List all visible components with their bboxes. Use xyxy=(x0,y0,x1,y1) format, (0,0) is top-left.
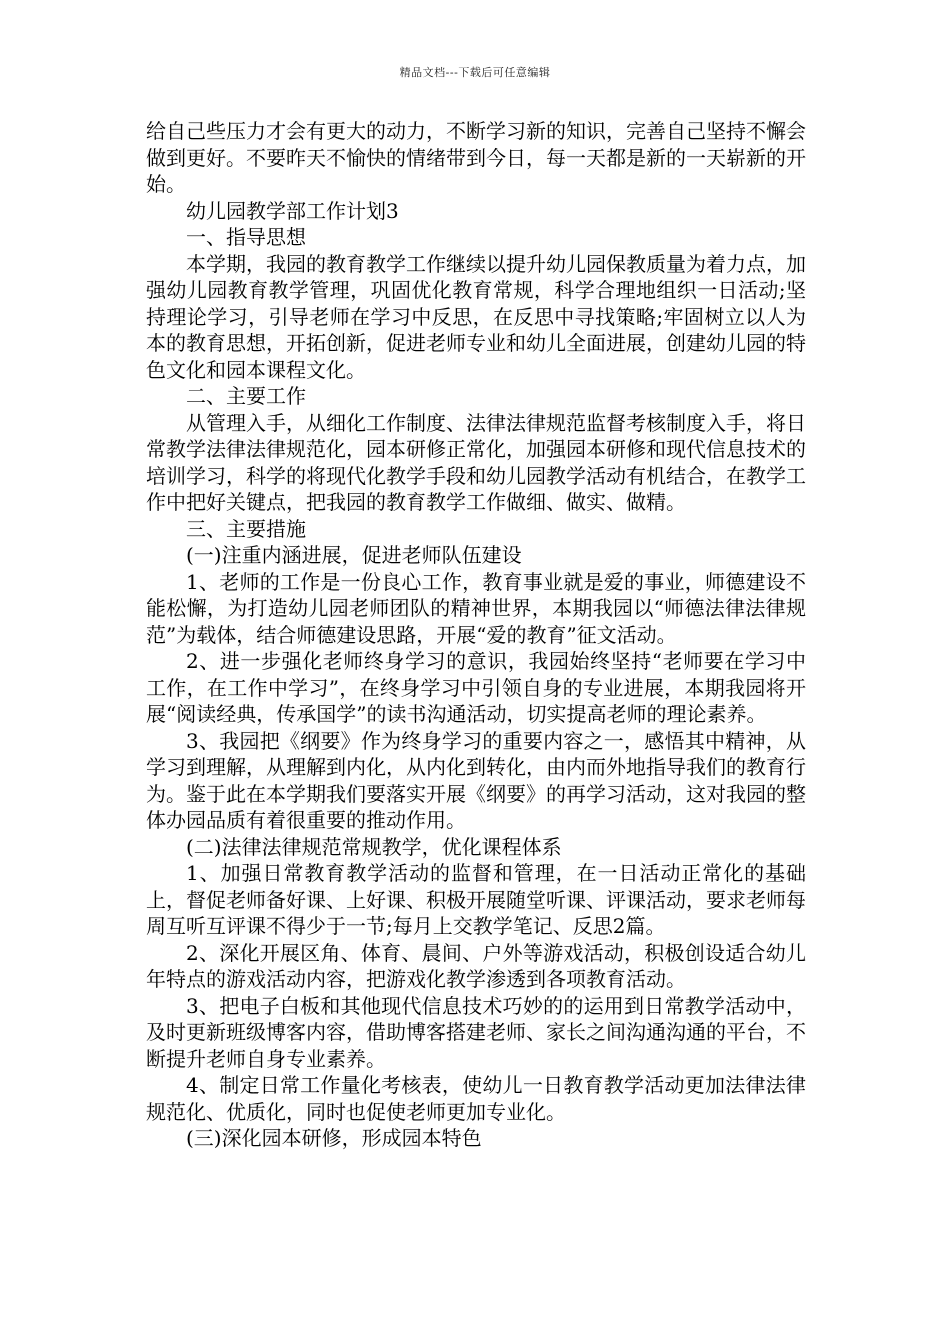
subsection-heading-2: (二)法律法律规范常规教学，优化课程体系 xyxy=(186,834,562,859)
list-item: 3、我园把《纲要》作为终身学习的重要内容之一，感悟其中精神，从学习到理解，从理解到内化，从内化到转化，由内而外地指导我们的教育行为。鉴于此在本学期我们要落实开展《纲要》的再学习活动，这对我园的整体办园品质有着很重要的推动作用。 xyxy=(146,728,806,832)
section-heading-main-measures: 三、主要措施 xyxy=(186,516,306,541)
list-item: 3、把电子白板和其他现代信息技术巧妙的的运用到日常教学活动中，及时更新班级博客内容，借助博客搭建老师、家长之间沟通沟通的平台，不断提升老师自身专业素养。 xyxy=(146,993,806,1071)
subsection-heading-3: (三)深化园本研修，形成园本特色 xyxy=(186,1126,482,1150)
list-item: 2、进一步强化老师终身学习的意识，我园始终坚持“老师要在学习中工作，在工作中学习”，在终身学习中引领自身的专业进展，本期我园将开展“阅读经典，传承国学”的读书沟通活动，切实提高老师的理论素养。 xyxy=(146,649,806,726)
list-item: 4、制定日常工作量化考核表，使幼儿一日教育教学活动更加法律法律规范化、优质化，同时也促使老师更加专业化。 xyxy=(146,1073,806,1124)
section-heading-main-work: 二、主要工作 xyxy=(186,384,306,408)
page-header: 精品文档---下载后可任意编辑 xyxy=(399,66,551,79)
subsection-heading-1: (一)注重内涵进展，促进老师队伍建设 xyxy=(186,543,522,567)
list-item: 1、老师的工作是一份良心工作，教育事业就是爱的事业，师德建设不能松懈，为打造幼儿园老师团队的精神世界，本期我园以“师德法律法律规范”为载体，结合师德建设思路，开展“爱的教育”征文活动。 xyxy=(146,569,806,647)
paragraph-guiding-thought: 本学期，我园的教育教学工作继续以提升幼儿园保教质量为着力点，加强幼儿园教育教学管理，巩固优化教育常规，科学合理地组织一日活动;坚持理论学习，引导老师在学习中反思，在反思中寻找策略;牢固树立以人为本的教育思想，开拓创新，促进老师专业和幼儿全面进展，创建幼儿园的特色文化和园本课程文化。 xyxy=(146,251,806,382)
section-heading-guiding-thought: 一、指导思想 xyxy=(186,225,306,249)
list-item: 1、加强日常教育教学活动的监督和管理，在一日活动正常化的基础上，督促老师备好课、上好课、积极开展随堂听课、评课活动，要求老师每周互听互评课不得少于一节;每月上交教学笔记、反思2篇。 xyxy=(146,861,806,938)
document-body xyxy=(146,118,806,1152)
paragraph-continuation: 给自己些压力才会有更大的动力，不断学习新的知识，完善自己坚持不懈会做到更好。不要昨天不愉快的情绪带到今日，每一天都是新的一天崭新的开始。 xyxy=(146,119,806,196)
paragraph-main-work: 从管理入手，从细化工作制度、法律法律规范监督考核制度入手，将日常教学法律法律规范化，园本研修正常化，加强园本研修和现代信息技术的培训学习，科学的将现代化教学手段和幼儿园教学活动有机结合，在教学工作中把好关键点，把我园的教育教学工作做细、做实、做精。 xyxy=(146,410,806,514)
list-item: 2、深化开展区角、体育、晨间、户外等游戏活动，积极创设适合幼儿年特点的游戏活动内容，把游戏化教学渗透到各项教育活动。 xyxy=(146,940,806,991)
document-title: 幼儿园教学部工作计划3 xyxy=(186,198,399,223)
